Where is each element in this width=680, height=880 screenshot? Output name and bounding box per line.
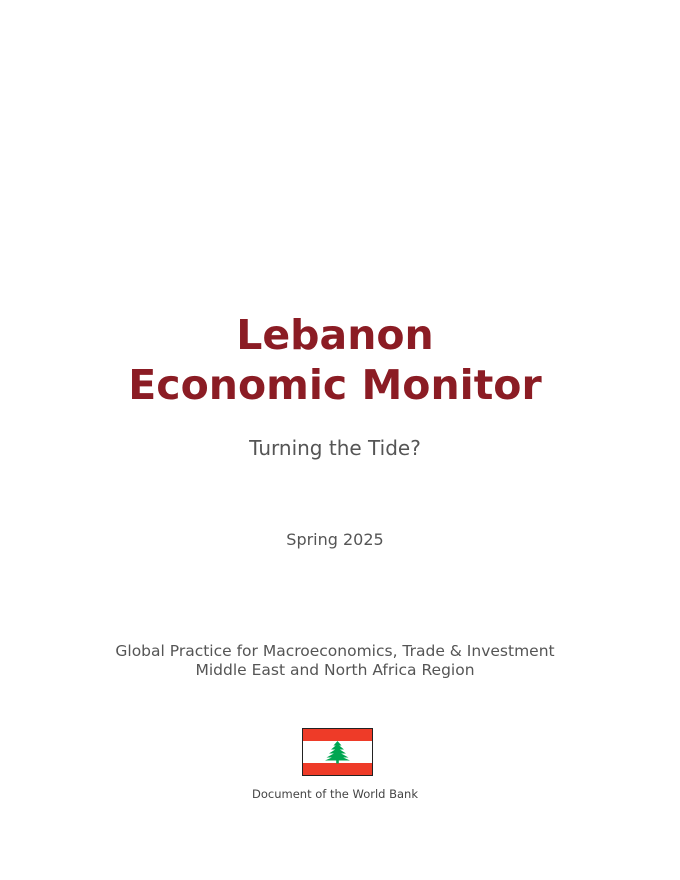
global-practice — [0, 642, 670, 680]
document-footer: Document of the World Bank — [252, 787, 418, 801]
region-line: Middle East and North Africa Region — [195, 661, 475, 679]
title-line-country: Lebanon — [236, 311, 434, 359]
report-subtitle: Turning the Tide? — [249, 436, 421, 460]
report-title — [0, 310, 670, 410]
lebanon-flag-icon — [302, 728, 373, 776]
practice-line: Global Practice for Macroeconomics, Trade & Investment — [115, 642, 555, 660]
report-date: Spring 2025 — [286, 530, 384, 549]
flag-band-bottom — [303, 763, 372, 775]
title-line-monitor: Economic Monitor — [128, 361, 542, 409]
cedar-tree-icon — [324, 740, 351, 764]
